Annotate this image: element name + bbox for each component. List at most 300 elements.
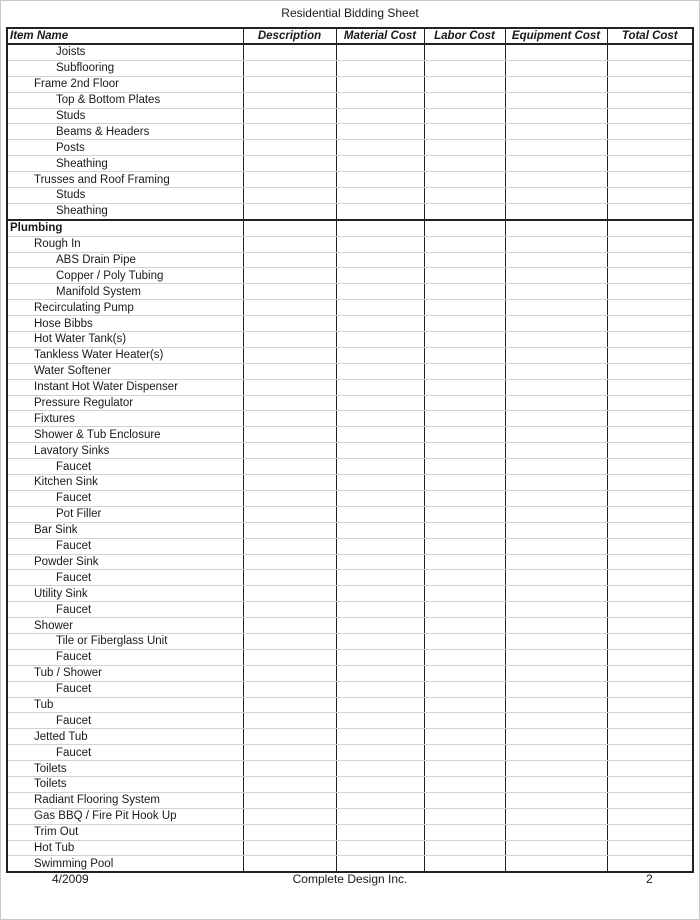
equipment-cost-cell — [505, 490, 607, 506]
material-cost-cell — [336, 236, 424, 252]
item-name-cell — [7, 443, 243, 459]
item-label: Shower — [34, 619, 73, 632]
total-cost-cell — [607, 411, 693, 427]
labor-cost-cell — [424, 140, 505, 156]
item-label: Joists — [56, 46, 86, 59]
sheet-title: Residential Bidding Sheet — [281, 6, 419, 20]
bidding-table — [6, 27, 694, 873]
material-cost-cell — [336, 618, 424, 634]
table-row — [7, 808, 693, 824]
total-cost-cell — [607, 203, 693, 219]
material-cost-cell — [336, 824, 424, 840]
equipment-cost-cell — [505, 792, 607, 808]
total-cost-cell — [607, 268, 693, 284]
item-label: Bar Sink — [34, 524, 78, 537]
material-cost-cell — [336, 252, 424, 268]
description-cell — [243, 602, 336, 618]
header-total-cost: Total Cost — [607, 28, 693, 44]
labor-cost-cell — [424, 792, 505, 808]
labor-cost-cell — [424, 300, 505, 316]
equipment-cost-cell — [505, 602, 607, 618]
item-label: Instant Hot Water Dispenser — [34, 381, 179, 394]
description-cell — [243, 792, 336, 808]
total-cost-cell — [607, 586, 693, 602]
equipment-cost-cell — [505, 108, 607, 124]
equipment-cost-cell — [505, 124, 607, 140]
table-row — [7, 522, 693, 538]
table-row — [7, 268, 693, 284]
item-name-cell — [7, 300, 243, 316]
total-cost-cell — [607, 618, 693, 634]
description-cell — [243, 363, 336, 379]
table-row — [7, 156, 693, 172]
item-name-cell — [7, 284, 243, 300]
description-cell — [243, 44, 336, 60]
table-body — [7, 44, 693, 872]
labor-cost-cell — [424, 252, 505, 268]
item-label: Trim Out — [34, 826, 79, 839]
table-row — [7, 554, 693, 570]
material-cost-cell — [336, 284, 424, 300]
table-row — [7, 792, 693, 808]
item-label: Jetted Tub — [34, 730, 88, 743]
material-cost-cell — [336, 459, 424, 475]
material-cost-cell — [336, 602, 424, 618]
equipment-cost-cell — [505, 140, 607, 156]
equipment-cost-cell — [505, 172, 607, 188]
labor-cost-cell — [424, 172, 505, 188]
footer-page-number: 2 — [646, 872, 653, 886]
header-row — [7, 28, 693, 44]
total-cost-cell — [607, 506, 693, 522]
item-label: Studs — [56, 110, 86, 122]
material-cost-cell — [336, 808, 424, 824]
table-row — [7, 856, 693, 872]
table-row — [7, 203, 693, 219]
item-label: Fixtures — [34, 412, 75, 425]
labor-cost-cell — [424, 633, 505, 649]
item-name-cell — [7, 729, 243, 745]
item-label: Gas BBQ / Fire Pit Hook Up — [34, 810, 177, 823]
header-equipment-cost: Equipment Cost — [505, 28, 607, 44]
item-name-cell — [7, 538, 243, 554]
material-cost-cell — [336, 44, 424, 60]
table-row — [7, 172, 693, 188]
equipment-cost-cell — [505, 60, 607, 76]
labor-cost-cell — [424, 586, 505, 602]
item-label: Faucet — [56, 683, 92, 696]
description-cell — [243, 379, 336, 395]
material-cost-cell — [336, 856, 424, 872]
table-row — [7, 188, 693, 204]
table-row — [7, 332, 693, 348]
total-cost-cell — [607, 60, 693, 76]
item-label: Tankless Water Heater(s) — [34, 349, 164, 362]
table-row — [7, 490, 693, 506]
material-cost-cell — [336, 76, 424, 92]
table-row — [7, 92, 693, 108]
item-name-cell — [7, 459, 243, 475]
equipment-cost-cell — [505, 538, 607, 554]
item-name-cell — [7, 268, 243, 284]
item-name-cell — [7, 745, 243, 761]
header-material-cost: Material Cost — [336, 28, 424, 44]
description-cell — [243, 252, 336, 268]
labor-cost-cell — [424, 697, 505, 713]
description-cell — [243, 427, 336, 443]
equipment-cost-cell — [505, 316, 607, 332]
item-name-cell — [7, 76, 243, 92]
item-label: Studs — [56, 189, 86, 202]
table-row — [7, 586, 693, 602]
item-name-cell — [7, 697, 243, 713]
table-row — [7, 347, 693, 363]
item-name-cell — [7, 140, 243, 156]
table-row — [7, 729, 693, 745]
labor-cost-cell — [424, 554, 505, 570]
total-cost-cell — [607, 363, 693, 379]
item-name-cell — [7, 713, 243, 729]
total-cost-cell — [607, 554, 693, 570]
equipment-cost-cell — [505, 522, 607, 538]
description-cell — [243, 633, 336, 649]
item-label: Powder Sink — [34, 555, 99, 568]
item-name-cell — [7, 618, 243, 634]
item-name-cell — [7, 236, 243, 252]
table-row — [7, 300, 693, 316]
description-cell — [243, 203, 336, 219]
item-name-cell — [7, 602, 243, 618]
labor-cost-cell — [424, 745, 505, 761]
labor-cost-cell — [424, 602, 505, 618]
table-row — [7, 140, 693, 156]
description-cell — [243, 300, 336, 316]
item-name-cell — [7, 332, 243, 348]
table-row — [7, 459, 693, 475]
total-cost-cell — [607, 649, 693, 665]
item-name-cell — [7, 808, 243, 824]
equipment-cost-cell — [505, 840, 607, 856]
item-label: Faucet — [56, 460, 92, 473]
labor-cost-cell — [424, 665, 505, 681]
item-name-cell — [7, 395, 243, 411]
footer-company: Complete Design Inc. — [292, 872, 408, 886]
total-cost-cell — [607, 570, 693, 586]
section-label: Plumbing — [10, 222, 63, 235]
description-cell — [243, 681, 336, 697]
item-name-cell — [7, 427, 243, 443]
table-row — [7, 506, 693, 522]
labor-cost-cell — [424, 236, 505, 252]
item-label: Faucet — [56, 492, 92, 505]
total-cost-cell — [607, 522, 693, 538]
item-label: Toilets — [34, 778, 67, 791]
item-label: Swimming Pool — [34, 857, 114, 870]
table-row — [7, 236, 693, 252]
labor-cost-cell — [424, 681, 505, 697]
labor-cost-cell — [424, 395, 505, 411]
equipment-cost-cell — [505, 856, 607, 872]
material-cost-cell — [336, 395, 424, 411]
equipment-cost-cell — [505, 300, 607, 316]
table-row — [7, 745, 693, 761]
equipment-cost-cell — [505, 443, 607, 459]
description-cell — [243, 697, 336, 713]
total-cost-cell — [607, 172, 693, 188]
table-row — [7, 824, 693, 840]
description-cell — [243, 761, 336, 777]
material-cost-cell — [336, 761, 424, 777]
header-item-name: Item Name — [7, 28, 243, 44]
material-cost-cell — [336, 697, 424, 713]
labor-cost-cell — [424, 188, 505, 204]
item-label: Toilets — [34, 762, 67, 775]
item-name-cell — [7, 665, 243, 681]
description-cell — [243, 729, 336, 745]
labor-cost-cell — [424, 443, 505, 459]
equipment-cost-cell — [505, 713, 607, 729]
total-cost-cell — [607, 713, 693, 729]
item-label: Sheathing — [56, 157, 108, 170]
material-cost-cell — [336, 554, 424, 570]
item-label: Hose Bibbs — [34, 317, 93, 330]
labor-cost-cell — [424, 92, 505, 108]
item-name-cell — [7, 490, 243, 506]
labor-cost-cell — [424, 649, 505, 665]
item-name-cell — [7, 92, 243, 108]
table-row — [7, 618, 693, 634]
description-cell — [243, 316, 336, 332]
item-name-cell — [7, 44, 243, 60]
total-cost-cell — [607, 633, 693, 649]
description-cell — [243, 475, 336, 491]
equipment-cost-cell — [505, 411, 607, 427]
material-cost-cell — [336, 140, 424, 156]
total-cost-cell — [607, 220, 693, 236]
item-label: Tub / Shower — [34, 667, 102, 680]
item-name-cell — [7, 761, 243, 777]
section-row — [7, 220, 693, 236]
table-row — [7, 108, 693, 124]
equipment-cost-cell — [505, 570, 607, 586]
table-row — [7, 602, 693, 618]
material-cost-cell — [336, 633, 424, 649]
material-cost-cell — [336, 475, 424, 491]
equipment-cost-cell — [505, 649, 607, 665]
equipment-cost-cell — [505, 332, 607, 348]
table-row — [7, 379, 693, 395]
description-cell — [243, 60, 336, 76]
material-cost-cell — [336, 443, 424, 459]
total-cost-cell — [607, 776, 693, 792]
item-label: Frame 2nd Floor — [34, 78, 120, 91]
item-label: Tub — [34, 698, 54, 711]
labor-cost-cell — [424, 506, 505, 522]
total-cost-cell — [607, 236, 693, 252]
labor-cost-cell — [424, 856, 505, 872]
labor-cost-cell — [424, 570, 505, 586]
item-name-cell — [7, 252, 243, 268]
item-label: Top & Bottom Plates — [56, 94, 161, 107]
labor-cost-cell — [424, 618, 505, 634]
item-name-cell — [7, 522, 243, 538]
table-row — [7, 570, 693, 586]
description-cell — [243, 156, 336, 172]
item-label: Radiant Flooring System — [34, 794, 160, 807]
total-cost-cell — [607, 76, 693, 92]
total-cost-cell — [607, 808, 693, 824]
description-cell — [243, 108, 336, 124]
item-label: Copper / Poly Tubing — [56, 269, 164, 282]
table-row — [7, 316, 693, 332]
item-label: Hot Tub — [34, 841, 75, 854]
item-label: Lavatory Sinks — [34, 444, 110, 457]
total-cost-cell — [607, 92, 693, 108]
labor-cost-cell — [424, 220, 505, 236]
labor-cost-cell — [424, 124, 505, 140]
item-name-cell — [7, 188, 243, 204]
item-label: Kitchen Sink — [34, 476, 98, 489]
labor-cost-cell — [424, 761, 505, 777]
labor-cost-cell — [424, 268, 505, 284]
material-cost-cell — [336, 586, 424, 602]
equipment-cost-cell — [505, 363, 607, 379]
description-cell — [243, 570, 336, 586]
labor-cost-cell — [424, 840, 505, 856]
item-name-cell — [7, 633, 243, 649]
description-cell — [243, 506, 336, 522]
equipment-cost-cell — [505, 76, 607, 92]
description-cell — [243, 713, 336, 729]
material-cost-cell — [336, 649, 424, 665]
labor-cost-cell — [424, 44, 505, 60]
table-row — [7, 76, 693, 92]
item-label: Shower & Tub Enclosure — [34, 428, 161, 441]
equipment-cost-cell — [505, 284, 607, 300]
total-cost-cell — [607, 284, 693, 300]
total-cost-cell — [607, 729, 693, 745]
table-row — [7, 697, 693, 713]
total-cost-cell — [607, 824, 693, 840]
item-name-cell — [7, 649, 243, 665]
labor-cost-cell — [424, 776, 505, 792]
total-cost-cell — [607, 300, 693, 316]
total-cost-cell — [607, 745, 693, 761]
item-name-cell — [7, 347, 243, 363]
item-name-cell — [7, 570, 243, 586]
total-cost-cell — [607, 681, 693, 697]
total-cost-cell — [607, 379, 693, 395]
labor-cost-cell — [424, 824, 505, 840]
table-row — [7, 60, 693, 76]
total-cost-cell — [607, 316, 693, 332]
total-cost-cell — [607, 347, 693, 363]
item-name-cell — [7, 554, 243, 570]
description-cell — [243, 268, 336, 284]
material-cost-cell — [336, 840, 424, 856]
labor-cost-cell — [424, 76, 505, 92]
material-cost-cell — [336, 538, 424, 554]
item-name-cell — [7, 316, 243, 332]
total-cost-cell — [607, 761, 693, 777]
equipment-cost-cell — [505, 268, 607, 284]
item-label: Sheathing — [56, 205, 108, 218]
item-name-cell — [7, 60, 243, 76]
equipment-cost-cell — [505, 236, 607, 252]
item-label: ABS Drain Pipe — [56, 254, 136, 267]
item-name-cell — [7, 824, 243, 840]
total-cost-cell — [607, 156, 693, 172]
labor-cost-cell — [424, 522, 505, 538]
description-cell — [243, 395, 336, 411]
equipment-cost-cell — [505, 586, 607, 602]
material-cost-cell — [336, 522, 424, 538]
item-name-cell — [7, 506, 243, 522]
table-row — [7, 681, 693, 697]
item-label: Faucet — [56, 651, 92, 664]
labor-cost-cell — [424, 284, 505, 300]
equipment-cost-cell — [505, 729, 607, 745]
table-row — [7, 761, 693, 777]
labor-cost-cell — [424, 156, 505, 172]
item-label: Faucet — [56, 603, 92, 616]
labor-cost-cell — [424, 60, 505, 76]
table-row — [7, 395, 693, 411]
material-cost-cell — [336, 745, 424, 761]
labor-cost-cell — [424, 316, 505, 332]
total-cost-cell — [607, 124, 693, 140]
equipment-cost-cell — [505, 44, 607, 60]
description-cell — [243, 140, 336, 156]
table-row — [7, 411, 693, 427]
item-label: Trusses and Roof Framing — [34, 173, 170, 186]
table-row — [7, 284, 693, 300]
equipment-cost-cell — [505, 824, 607, 840]
total-cost-cell — [607, 108, 693, 124]
table-row — [7, 443, 693, 459]
material-cost-cell — [336, 300, 424, 316]
item-label: Rough In — [34, 238, 81, 251]
item-label: Hot Water Tank(s) — [34, 333, 127, 346]
material-cost-cell — [336, 490, 424, 506]
material-cost-cell — [336, 570, 424, 586]
header-description: Description — [243, 28, 336, 44]
equipment-cost-cell — [505, 618, 607, 634]
table-row — [7, 633, 693, 649]
material-cost-cell — [336, 156, 424, 172]
item-name-cell — [7, 475, 243, 491]
total-cost-cell — [607, 538, 693, 554]
material-cost-cell — [336, 92, 424, 108]
item-label: Faucet — [56, 540, 92, 553]
table-row — [7, 252, 693, 268]
material-cost-cell — [336, 172, 424, 188]
item-label: Faucet — [56, 746, 92, 759]
equipment-cost-cell — [505, 395, 607, 411]
description-cell — [243, 459, 336, 475]
material-cost-cell — [336, 665, 424, 681]
total-cost-cell — [607, 252, 693, 268]
equipment-cost-cell — [505, 745, 607, 761]
footer-date: 4/2009 — [52, 872, 89, 886]
description-cell — [243, 332, 336, 348]
description-cell — [243, 808, 336, 824]
item-name-cell — [7, 856, 243, 872]
description-cell — [243, 554, 336, 570]
item-label: Recirculating Pump — [34, 301, 134, 314]
labor-cost-cell — [424, 379, 505, 395]
total-cost-cell — [607, 490, 693, 506]
